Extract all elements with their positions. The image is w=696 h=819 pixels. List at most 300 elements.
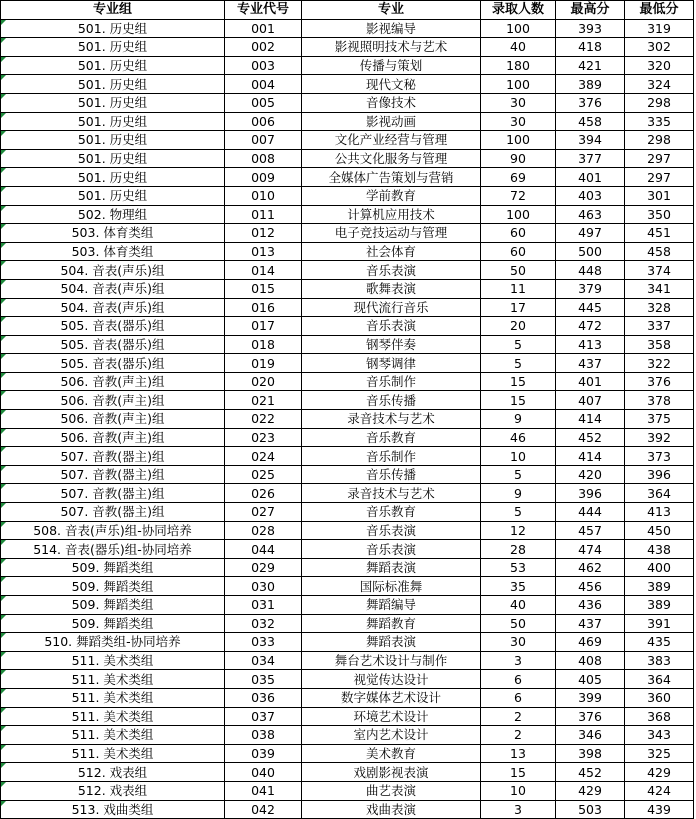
cell-major[interactable]: 音乐表演 [302,540,481,559]
cell-major[interactable]: 钢琴调律 [302,354,481,373]
table-row [1,354,694,373]
table-body [1,19,694,819]
cell-major[interactable]: 学前教育 [302,186,481,205]
cell-code[interactable]: 013 [225,242,302,261]
cell-admitted[interactable]: 90 [481,149,556,168]
cell-admitted[interactable]: 30 [481,93,556,112]
cell-min-score[interactable]: 301 [625,186,694,205]
cell-min-score[interactable]: 341 [625,279,694,298]
cell-max-score[interactable]: 401 [556,168,625,187]
cell-code[interactable]: 011 [225,205,302,224]
table-row [1,131,694,150]
cell-min-score[interactable]: 374 [625,261,694,280]
cell-admitted[interactable]: 15 [481,391,556,410]
table-row [1,688,694,707]
cell-admitted[interactable]: 30 [481,112,556,131]
cell-code[interactable]: 031 [225,596,302,615]
table-row [1,335,694,354]
cell-major[interactable]: 公共文化服务与管理 [302,149,481,168]
table-row [1,800,694,819]
table-row [1,168,694,187]
cell-max-score[interactable]: 448 [556,261,625,280]
cell-code[interactable]: 004 [225,75,302,94]
cell-min-score[interactable]: 451 [625,224,694,243]
table-row [1,465,694,484]
cell-max-score[interactable]: 437 [556,354,625,373]
cell-group[interactable]: 511. 美术类组 [1,670,225,689]
cell-major[interactable]: 音乐表演 [302,317,481,336]
cell-group[interactable]: 512. 戏表组 [1,763,225,782]
cell-major[interactable]: 现代流行音乐 [302,298,481,317]
cell-max-score[interactable]: 399 [556,688,625,707]
table-row [1,763,694,782]
table-row [1,558,694,577]
cell-major[interactable]: 舞蹈表演 [302,558,481,577]
cell-code[interactable]: 021 [225,391,302,410]
cell-admitted[interactable]: 100 [481,75,556,94]
cell-min-score[interactable]: 364 [625,670,694,689]
cell-major[interactable]: 音乐传播 [302,391,481,410]
cell-code[interactable]: 042 [225,800,302,819]
table-row [1,93,694,112]
table-row [1,372,694,391]
cell-min-score[interactable]: 392 [625,428,694,447]
cell-max-score[interactable]: 413 [556,335,625,354]
cell-min-score[interactable]: 328 [625,298,694,317]
cell-code[interactable]: 026 [225,484,302,503]
table-row [1,614,694,633]
table-row [1,428,694,447]
cell-max-score[interactable]: 445 [556,298,625,317]
cell-min-score[interactable]: 435 [625,633,694,652]
cell-max-score[interactable]: 408 [556,651,625,670]
cell-admitted[interactable]: 11 [481,279,556,298]
cell-max-score[interactable]: 414 [556,410,625,429]
cell-min-score[interactable]: 343 [625,726,694,745]
cell-major[interactable]: 现代文秘 [302,75,481,94]
cell-max-score[interactable]: 394 [556,131,625,150]
cell-group[interactable]: 509. 舞蹈类组 [1,596,225,615]
cell-admitted[interactable]: 53 [481,558,556,577]
cell-min-score[interactable]: 383 [625,651,694,670]
cell-group[interactable]: 501. 历史组 [1,131,225,150]
cell-code[interactable]: 003 [225,56,302,75]
cell-min-score[interactable]: 375 [625,410,694,429]
cell-max-score[interactable]: 469 [556,633,625,652]
cell-group[interactable]: 508. 音表(声乐)组-协同培养 [1,521,225,540]
cell-min-score[interactable]: 373 [625,447,694,466]
cell-major[interactable]: 音乐表演 [302,521,481,540]
table-row [1,391,694,410]
cell-group[interactable]: 506. 音教(声主)组 [1,391,225,410]
cell-code[interactable]: 040 [225,763,302,782]
table-row [1,447,694,466]
cell-major[interactable]: 影视照明技术与艺术 [302,38,481,57]
table-row [1,484,694,503]
cell-max-score[interactable]: 462 [556,558,625,577]
cell-admitted[interactable]: 60 [481,224,556,243]
cell-group[interactable]: 506. 音教(声主)组 [1,410,225,429]
cell-major[interactable]: 钢琴伴奏 [302,335,481,354]
cell-code[interactable]: 044 [225,540,302,559]
cell-group[interactable]: 501. 历史组 [1,112,225,131]
cell-max-score[interactable]: 403 [556,186,625,205]
cell-group[interactable]: 514. 音表(器乐)组-协同培养 [1,540,225,559]
cell-admitted[interactable]: 15 [481,763,556,782]
table-row [1,744,694,763]
cell-admitted[interactable]: 180 [481,56,556,75]
cell-max-score[interactable]: 456 [556,577,625,596]
cell-admitted[interactable]: 30 [481,633,556,652]
cell-max-score[interactable]: 396 [556,484,625,503]
table-row [1,540,694,559]
cell-group[interactable]: 505. 音表(器乐)组 [1,335,225,354]
cell-code[interactable]: 036 [225,688,302,707]
table-row [1,707,694,726]
cell-major[interactable]: 戏曲表演 [302,800,481,819]
cell-admitted[interactable]: 100 [481,205,556,224]
cell-max-score[interactable]: 500 [556,242,625,261]
cell-min-score[interactable]: 337 [625,317,694,336]
table-row [1,670,694,689]
cell-code[interactable]: 033 [225,633,302,652]
header-major[interactable]: 专业 [302,1,481,20]
header-code[interactable]: 专业代号 [225,1,302,20]
cell-code[interactable]: 001 [225,19,302,38]
cell-max-score[interactable]: 463 [556,205,625,224]
cell-max-score[interactable]: 420 [556,465,625,484]
cell-code[interactable]: 010 [225,186,302,205]
cell-admitted[interactable]: 72 [481,186,556,205]
table-row [1,149,694,168]
cell-major[interactable]: 计算机应用技术 [302,205,481,224]
cell-major[interactable]: 影视动画 [302,112,481,131]
cell-group[interactable]: 506. 音教(声主)组 [1,372,225,391]
cell-code[interactable]: 008 [225,149,302,168]
cell-max-score[interactable]: 377 [556,149,625,168]
cell-admitted[interactable]: 3 [481,800,556,819]
cell-admitted[interactable]: 2 [481,726,556,745]
table-row [1,186,694,205]
cell-major[interactable]: 曲艺表演 [302,781,481,800]
cell-min-score[interactable]: 450 [625,521,694,540]
cell-group[interactable]: 501. 历史组 [1,93,225,112]
cell-code[interactable]: 039 [225,744,302,763]
cell-code[interactable]: 016 [225,298,302,317]
cell-admitted[interactable]: 50 [481,614,556,633]
cell-major[interactable]: 社会体育 [302,242,481,261]
cell-code[interactable]: 032 [225,614,302,633]
cell-min-score[interactable]: 389 [625,577,694,596]
cell-group[interactable]: 507. 音教(器主)组 [1,465,225,484]
table-row [1,726,694,745]
cell-admitted[interactable]: 3 [481,651,556,670]
cell-major[interactable]: 数字媒体艺术设计 [302,688,481,707]
cell-group[interactable]: 505. 音表(器乐)组 [1,354,225,373]
cell-major[interactable]: 国际标准舞 [302,577,481,596]
cell-group[interactable]: 504. 音表(声乐)组 [1,261,225,280]
cell-admitted[interactable]: 10 [481,781,556,800]
cell-admitted[interactable]: 40 [481,596,556,615]
cell-min-score[interactable]: 360 [625,688,694,707]
cell-min-score[interactable]: 319 [625,19,694,38]
cell-group[interactable]: 513. 戏曲类组 [1,800,225,819]
cell-admitted[interactable]: 100 [481,19,556,38]
cell-min-score[interactable]: 458 [625,242,694,261]
cell-group[interactable]: 502. 物理组 [1,205,225,224]
cell-min-score[interactable]: 439 [625,800,694,819]
table-row [1,224,694,243]
cell-max-score[interactable]: 418 [556,38,625,57]
cell-code[interactable]: 007 [225,131,302,150]
cell-major[interactable]: 音像技术 [302,93,481,112]
cell-max-score[interactable]: 398 [556,744,625,763]
cell-group[interactable]: 501. 历史组 [1,38,225,57]
cell-code[interactable]: 024 [225,447,302,466]
cell-major[interactable]: 录音技术与艺术 [302,484,481,503]
cell-min-score[interactable]: 429 [625,763,694,782]
cell-max-score[interactable]: 452 [556,428,625,447]
cell-min-score[interactable]: 438 [625,540,694,559]
cell-major[interactable]: 全媒体广告策划与营销 [302,168,481,187]
cell-max-score[interactable]: 429 [556,781,625,800]
cell-major[interactable]: 音乐表演 [302,261,481,280]
cell-group[interactable]: 504. 音表(声乐)组 [1,279,225,298]
table-row [1,261,694,280]
cell-group[interactable]: 501. 历史组 [1,186,225,205]
table-row [1,503,694,522]
cell-code[interactable]: 012 [225,224,302,243]
header-min-score[interactable]: 最低分 [625,1,694,20]
cell-min-score[interactable]: 378 [625,391,694,410]
cell-admitted[interactable]: 9 [481,410,556,429]
cell-min-score[interactable]: 389 [625,596,694,615]
cell-admitted[interactable]: 13 [481,744,556,763]
cell-major[interactable]: 音乐制作 [302,447,481,466]
cell-admitted[interactable]: 15 [481,372,556,391]
cell-major[interactable]: 电子竞技运动与管理 [302,224,481,243]
table-row [1,242,694,261]
cell-min-score[interactable]: 364 [625,484,694,503]
cell-major[interactable]: 舞蹈表演 [302,633,481,652]
cell-group[interactable]: 507. 音教(器主)组 [1,503,225,522]
cell-admitted[interactable]: 28 [481,540,556,559]
cell-code[interactable]: 030 [225,577,302,596]
cell-major[interactable]: 室内艺术设计 [302,726,481,745]
cell-code[interactable]: 009 [225,168,302,187]
cell-admitted[interactable]: 2 [481,707,556,726]
cell-admitted[interactable]: 6 [481,688,556,707]
cell-max-score[interactable]: 376 [556,707,625,726]
cell-group[interactable]: 512. 戏表组 [1,781,225,800]
cell-group[interactable]: 511. 美术类组 [1,651,225,670]
cell-major[interactable]: 环境艺术设计 [302,707,481,726]
header-max-score[interactable]: 最高分 [556,1,625,20]
cell-max-score[interactable]: 474 [556,540,625,559]
cell-group[interactable]: 506. 音教(声主)组 [1,428,225,447]
cell-max-score[interactable]: 379 [556,279,625,298]
header-row [1,1,694,20]
cell-min-score[interactable]: 400 [625,558,694,577]
cell-major[interactable]: 歌舞表演 [302,279,481,298]
cell-admitted[interactable]: 5 [481,465,556,484]
cell-max-score[interactable]: 458 [556,112,625,131]
cell-group[interactable]: 509. 舞蹈类组 [1,577,225,596]
cell-major[interactable]: 视觉传达设计 [302,670,481,689]
cell-group[interactable]: 504. 音表(声乐)组 [1,298,225,317]
cell-group[interactable]: 505. 音表(器乐)组 [1,317,225,336]
cell-group[interactable]: 509. 舞蹈类组 [1,558,225,577]
cell-admitted[interactable]: 9 [481,484,556,503]
cell-admitted[interactable]: 20 [481,317,556,336]
cell-group[interactable]: 501. 历史组 [1,19,225,38]
cell-group[interactable]: 507. 音教(器主)组 [1,484,225,503]
cell-max-score[interactable]: 393 [556,19,625,38]
cell-min-score[interactable]: 302 [625,38,694,57]
cell-code[interactable]: 019 [225,354,302,373]
cell-major[interactable]: 音乐传播 [302,465,481,484]
cell-major[interactable]: 录音技术与艺术 [302,410,481,429]
cell-code[interactable]: 023 [225,428,302,447]
cell-admitted[interactable]: 69 [481,168,556,187]
table-row [1,651,694,670]
cell-admitted[interactable]: 5 [481,354,556,373]
cell-min-score[interactable]: 424 [625,781,694,800]
cell-max-score[interactable]: 421 [556,56,625,75]
cell-group[interactable]: 509. 舞蹈类组 [1,614,225,633]
cell-min-score[interactable]: 358 [625,335,694,354]
cell-admitted[interactable]: 50 [481,261,556,280]
cell-major[interactable]: 影视编导 [302,19,481,38]
cell-min-score[interactable]: 322 [625,354,694,373]
cell-min-score[interactable]: 368 [625,707,694,726]
cell-code[interactable]: 025 [225,465,302,484]
cell-max-score[interactable]: 401 [556,372,625,391]
cell-min-score[interactable]: 335 [625,112,694,131]
cell-code[interactable]: 034 [225,651,302,670]
cell-group[interactable]: 503. 体育类组 [1,242,225,261]
cell-admitted[interactable]: 100 [481,131,556,150]
table-row [1,19,694,38]
cell-max-score[interactable]: 407 [556,391,625,410]
cell-min-score[interactable]: 324 [625,75,694,94]
cell-code[interactable]: 014 [225,261,302,280]
cell-admitted[interactable]: 46 [481,428,556,447]
cell-group[interactable]: 511. 美术类组 [1,744,225,763]
cell-admitted[interactable]: 6 [481,670,556,689]
cell-group[interactable]: 511. 美术类组 [1,707,225,726]
table-row [1,633,694,652]
cell-admitted[interactable]: 60 [481,242,556,261]
cell-group[interactable]: 501. 历史组 [1,75,225,94]
cell-major[interactable]: 音乐制作 [302,372,481,391]
cell-admitted[interactable]: 5 [481,503,556,522]
cell-code[interactable]: 017 [225,317,302,336]
cell-min-score[interactable]: 391 [625,614,694,633]
cell-major[interactable]: 美术教育 [302,744,481,763]
cell-min-score[interactable]: 413 [625,503,694,522]
cell-major[interactable]: 传播与策划 [302,56,481,75]
cell-min-score[interactable]: 350 [625,205,694,224]
table-row [1,38,694,57]
cell-major[interactable]: 音乐教育 [302,503,481,522]
cell-max-score[interactable]: 457 [556,521,625,540]
table-row [1,112,694,131]
cell-admitted[interactable]: 40 [481,38,556,57]
cell-group[interactable]: 511. 美术类组 [1,688,225,707]
cell-group[interactable]: 507. 音教(器主)组 [1,447,225,466]
cell-code[interactable]: 029 [225,558,302,577]
cell-max-score[interactable]: 452 [556,763,625,782]
cell-max-score[interactable]: 444 [556,503,625,522]
cell-min-score[interactable]: 297 [625,168,694,187]
cell-code[interactable]: 005 [225,93,302,112]
cell-min-score[interactable]: 297 [625,149,694,168]
header-admitted[interactable]: 录取人数 [481,1,556,20]
cell-group[interactable]: 501. 历史组 [1,168,225,187]
header-group[interactable]: 专业组 [1,1,225,20]
cell-max-score[interactable]: 346 [556,726,625,745]
cell-admitted[interactable]: 12 [481,521,556,540]
cell-max-score[interactable]: 436 [556,596,625,615]
cell-group[interactable]: 503. 体育类组 [1,224,225,243]
cell-code[interactable]: 038 [225,726,302,745]
cell-code[interactable]: 022 [225,410,302,429]
table-row [1,410,694,429]
cell-major[interactable]: 戏剧影视表演 [302,763,481,782]
cell-max-score[interactable]: 437 [556,614,625,633]
cell-max-score[interactable]: 376 [556,93,625,112]
cell-max-score[interactable]: 405 [556,670,625,689]
cell-min-score[interactable]: 325 [625,744,694,763]
cell-max-score[interactable]: 472 [556,317,625,336]
cell-max-score[interactable]: 414 [556,447,625,466]
cell-admitted[interactable]: 17 [481,298,556,317]
cell-group[interactable]: 501. 历史组 [1,149,225,168]
cell-code[interactable]: 006 [225,112,302,131]
cell-major[interactable]: 舞蹈编导 [302,596,481,615]
cell-major[interactable]: 舞台艺术设计与制作 [302,651,481,670]
cell-group[interactable]: 510. 舞蹈类组-协同培养 [1,633,225,652]
cell-code[interactable]: 041 [225,781,302,800]
cell-group[interactable]: 511. 美术类组 [1,726,225,745]
cell-max-score[interactable]: 503 [556,800,625,819]
cell-admitted[interactable]: 35 [481,577,556,596]
cell-code[interactable]: 028 [225,521,302,540]
cell-min-score[interactable]: 376 [625,372,694,391]
cell-admitted[interactable]: 10 [481,447,556,466]
cell-group[interactable]: 501. 历史组 [1,56,225,75]
cell-code[interactable]: 027 [225,503,302,522]
cell-code[interactable]: 035 [225,670,302,689]
cell-min-score[interactable]: 298 [625,93,694,112]
cell-max-score[interactable]: 389 [556,75,625,94]
cell-code[interactable]: 002 [225,38,302,57]
cell-admitted[interactable]: 5 [481,335,556,354]
cell-min-score[interactable]: 298 [625,131,694,150]
cell-min-score[interactable]: 320 [625,56,694,75]
cell-major[interactable]: 舞蹈教育 [302,614,481,633]
cell-max-score[interactable]: 497 [556,224,625,243]
cell-code[interactable]: 015 [225,279,302,298]
cell-major[interactable]: 文化产业经营与管理 [302,131,481,150]
cell-code[interactable]: 018 [225,335,302,354]
cell-min-score[interactable]: 396 [625,465,694,484]
table-row [1,577,694,596]
cell-code[interactable]: 020 [225,372,302,391]
cell-code[interactable]: 037 [225,707,302,726]
cell-major[interactable]: 音乐教育 [302,428,481,447]
